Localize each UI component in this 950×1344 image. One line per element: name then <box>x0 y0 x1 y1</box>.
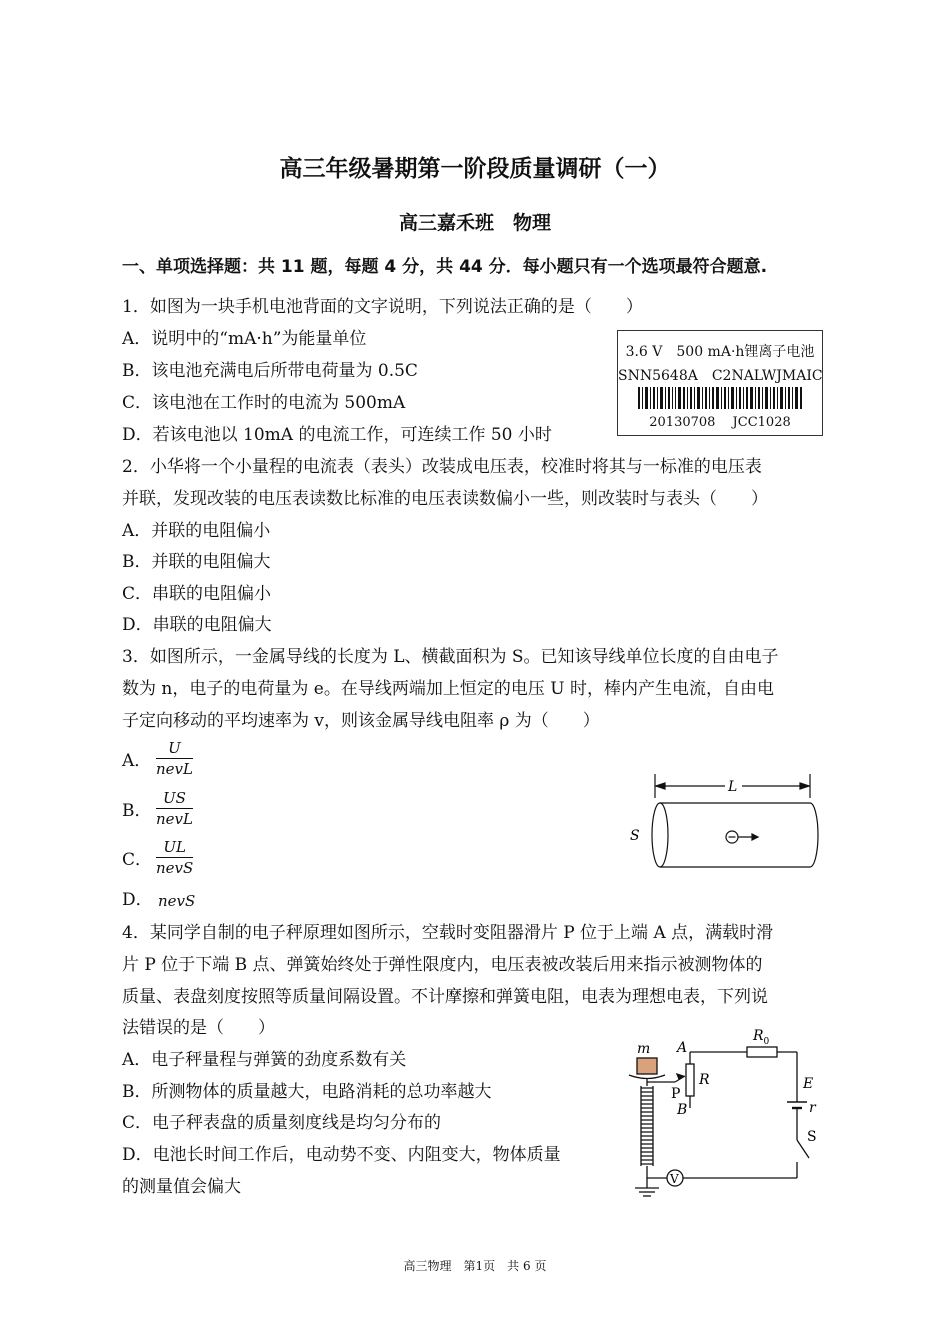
label-R0-main: R <box>753 1028 764 1044</box>
q4-stem-line2: 片 P 位于下端 B 点、弹簧始终处于弹性限度内，电压表被改装后用来指示被测物体的 <box>122 955 763 975</box>
q4-stem-line4: 法错误的是（ ） <box>122 1018 275 1038</box>
q3-option-b-fraction <box>156 788 193 829</box>
q3-option-b-label: B． <box>122 801 152 821</box>
q3-option-d-value: nevS <box>158 892 196 910</box>
label-R0-subscript: 0 <box>763 1037 770 1047</box>
q3-c-denominator: nevS <box>156 859 194 877</box>
q1-stem: 1．如图为一块手机电池背面的文字说明，下列说法正确的是（ ） <box>122 297 643 317</box>
q2-option-c: C．串联的电阻偏小 <box>122 584 272 604</box>
battery-label-line3: 20130708 JCC1028 <box>649 415 791 430</box>
q4-stem-line1: 4．某同学自制的电子秤原理如图所示，空载时变阻器滑片 P 位于上端 A 点，满载时滑 <box>122 923 774 943</box>
label-E: E <box>803 1076 814 1092</box>
label-P: P <box>671 1086 681 1102</box>
q2-stem-line2: 并联，发现改装的电压表读数比标准的电压表读数偏小一些，则改装时与表头（ ） <box>122 489 768 509</box>
q3-option-a-fraction <box>156 738 193 779</box>
q4-option-d-line2: 的测量值会偏大 <box>122 1177 241 1197</box>
q3-a-numerator: U <box>156 738 193 759</box>
q3-option-c-label: C． <box>122 850 153 870</box>
conductor-figure <box>620 770 830 880</box>
page-title: 高三年级暑期第一阶段质量调研（一） <box>279 156 671 182</box>
label-R: R <box>699 1072 710 1088</box>
q3-stem-line1: 3．如图所示，一金属导线的长度为 L、横截面积为 S。已知该导线单位长度的自由电子 <box>122 647 779 667</box>
page-subtitle: 高三嘉禾班 物理 <box>398 212 551 234</box>
label-B: B <box>677 1102 688 1118</box>
q3-option-d-label: D． <box>122 890 153 910</box>
q2-option-b: B．并联的电阻偏大 <box>122 552 271 572</box>
q2-stem-line1: 2．小华将一个小量程的电流表（表头）改装成电压表，校准时将其与一标准的电压表 <box>122 457 762 477</box>
area-label-S: S <box>630 828 640 844</box>
voltmeter-icon: V <box>670 1172 679 1186</box>
label-S: S <box>807 1129 817 1145</box>
q2-option-d: D．串联的电阻偏大 <box>122 615 272 635</box>
q3-option-a-label: A． <box>122 751 152 771</box>
q3-stem-line3: 子定向移动的平均速率为 v，则该金属导线电阻率 ρ 为（ ） <box>122 711 600 731</box>
q1-option-a: A．说明中的“mA·h”为能量单位 <box>122 329 367 349</box>
label-r: r <box>809 1100 816 1116</box>
q3-b-numerator: US <box>156 788 193 809</box>
q1-option-c: C．该电池在工作时的电流为 500mA <box>122 393 406 413</box>
length-label-L: L <box>728 779 738 795</box>
q4-option-a: A．电子秤量程与弹簧的劲度系数有关 <box>122 1050 407 1070</box>
page-footer: 高三物理 第1页 共 6 页 <box>403 1259 547 1273</box>
q4-option-c: C．电子秤表盘的质量刻度线是均匀分布的 <box>122 1113 442 1133</box>
q4-option-d-line1: D．电池长时间工作后，电动势不变、内阻变大，物体质量 <box>122 1145 561 1165</box>
label-R0 <box>752 1028 770 1047</box>
q2-option-a: A．并联的电阻偏小 <box>122 521 271 541</box>
q1-option-d: D．若该电池以 10mA 的电流工作，可连续工作 50 小时 <box>122 425 552 445</box>
electronic-scale-circuit-figure <box>615 1020 835 1200</box>
barcode-icon <box>638 387 804 409</box>
q3-option-c-fraction <box>156 837 193 878</box>
q4-stem-line3: 质量、表盘刻度按照等质量间隔设置。不计摩擦和弹簧电阻，电表为理想电表，下列说 <box>122 987 768 1007</box>
q1-option-b: B．该电池充满电后所带电荷量为 0.5C <box>122 361 418 381</box>
battery-label-line2: SNN5648A C2NALWJMAIC <box>618 368 823 384</box>
q3-c-numerator: UL <box>156 837 193 858</box>
battery-label-line1: 3.6 V 500 mA·h锂离子电池 <box>625 344 815 360</box>
label-A: A <box>677 1040 688 1056</box>
q3-a-denominator: nevL <box>156 760 193 778</box>
label-m: m <box>637 1041 651 1057</box>
q3-b-denominator: nevL <box>156 810 193 828</box>
battery-label-figure <box>617 330 823 436</box>
q3-stem-line2: 数为 n，电子的电荷量为 e。在导线两端加上恒定的电压 U 时，棒内产生电流，自由电 <box>122 679 774 699</box>
section-heading: 一、单项选择题：共 11 题，每题 4 分，共 44 分．每小题只有一个选项最符合题意. <box>122 257 768 277</box>
q4-option-b: B．所测物体的质量越大，电路消耗的总功率越大 <box>122 1082 492 1102</box>
